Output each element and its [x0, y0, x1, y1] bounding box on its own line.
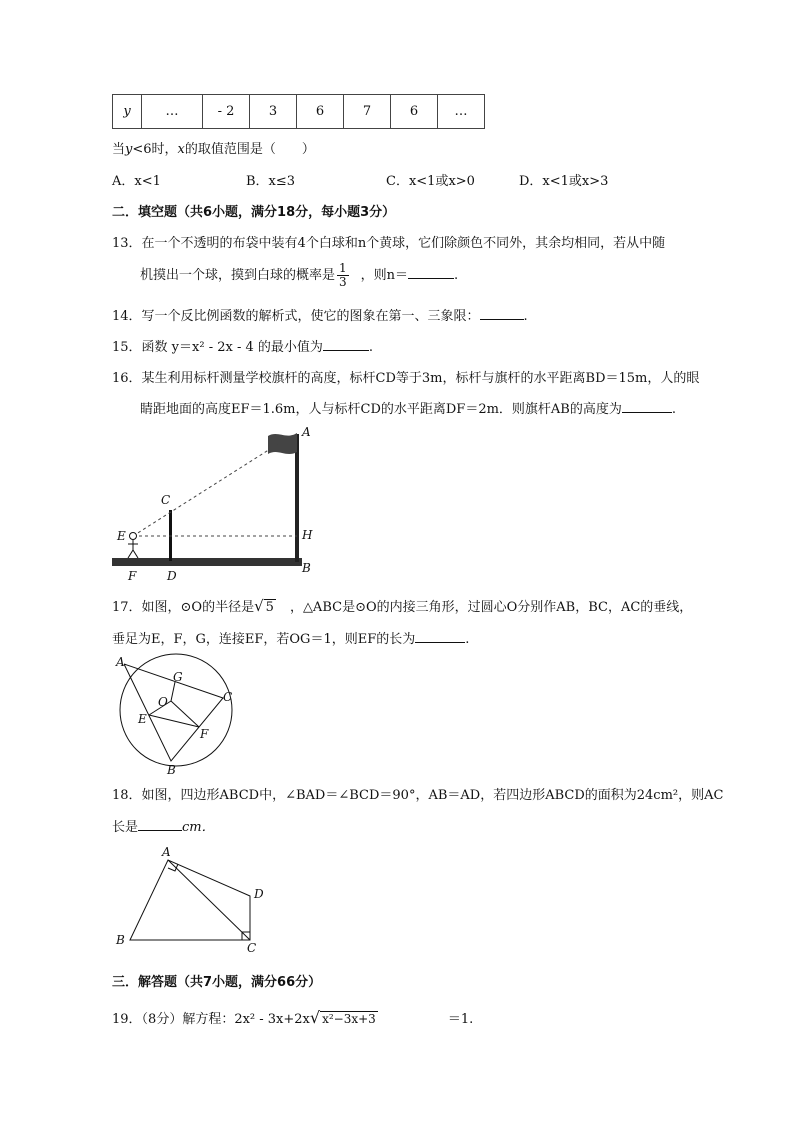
table-cell: y: [113, 95, 142, 129]
segment-of: [171, 701, 199, 727]
q15-text: 15．函数 y＝x² - 2x - 4 的最小值为: [112, 340, 323, 355]
label-d: D: [254, 887, 264, 901]
q17-line1-prefix: 17．如图，⊙O的半径是: [112, 600, 255, 615]
answer-blank[interactable]: [138, 818, 182, 831]
q15: [112, 336, 373, 355]
person-leg: [133, 550, 138, 558]
q12-stem-suffix: 的取值范围是（ ）: [184, 142, 315, 157]
sqrt-icon: √: [254, 597, 264, 615]
q12-var-y: y: [125, 142, 133, 157]
table-row: [113, 95, 485, 129]
label-a: A: [302, 425, 311, 439]
q12-lt6: <6时，: [132, 142, 178, 157]
label-o: O: [158, 695, 168, 709]
q14-end: .: [523, 309, 528, 324]
q16-line2-text: 睛距地面的高度EF＝1.6m，人与标杆CD的水平距离DF＝2m．则旗杆AB的高度为: [140, 402, 622, 417]
q17-line1-suffix: ，△ABC是⊙O的内接三角形，过圆心O分别作AB，BC，AC的垂线，: [289, 600, 693, 615]
q18-unit: cm．: [182, 820, 215, 835]
q16-line1: 16．某生利用标杆测量学校旗杆的高度，标杆CD等于3m，标杆与旗杆的水平距离BD＝15m，人的眼: [112, 371, 700, 386]
flag: [268, 433, 297, 454]
q13-end: .: [454, 268, 459, 283]
section-2-title: 二．填空题（共6小题，满分18分，每小题3分）: [112, 205, 396, 220]
table-cell: …: [438, 95, 485, 129]
label-e: E: [138, 712, 147, 726]
flagpole: [295, 434, 299, 562]
q17-line2-text: 垂足为E，F，G，连接EF，若OG＝1，则EF的长为: [112, 632, 416, 647]
label-a: A: [162, 845, 171, 859]
q18-line1: 18．如图，四边形ABCD中，∠BAD＝∠BCD＝90°，AB＝AD，若四边形ABCD的面积为24cm²，则AC: [112, 788, 724, 803]
q15-end: .: [368, 340, 374, 355]
sqrt-value: 5: [265, 600, 274, 615]
table-cell: 7: [344, 95, 391, 129]
q12-option-b: B．x≤3: [246, 174, 296, 189]
ground: [112, 558, 302, 566]
q19-prefix: 19．（8分）解方程：2x² - 3x+2x: [112, 1012, 310, 1027]
section-3-title: 三．解答题（共7小题，满分66分）: [112, 975, 322, 990]
circle-figure: [110, 652, 238, 780]
q12-stem-prefix: 当: [112, 142, 126, 157]
answer-blank[interactable]: [480, 307, 524, 320]
table-cell: - 2: [203, 95, 250, 129]
table-cell: …: [142, 95, 203, 129]
label-a: A: [116, 655, 125, 669]
value-table: [112, 94, 485, 129]
label-c: C: [247, 941, 257, 955]
answer-blank[interactable]: [415, 630, 465, 643]
table-cell: 6: [391, 95, 438, 129]
label-f: F: [128, 569, 137, 583]
answer-blank[interactable]: [408, 266, 454, 279]
label-e: E: [117, 529, 126, 543]
q13-fraction: [337, 262, 349, 289]
q13-line2: [140, 262, 458, 289]
label-h: H: [302, 528, 313, 542]
q18-line2: [112, 816, 215, 835]
q12-stem: [112, 138, 315, 157]
label-c: C: [223, 690, 233, 704]
label-b: B: [116, 933, 125, 947]
sqrt-icon: √: [309, 1008, 321, 1027]
segment-og: [171, 682, 175, 701]
q16-end: .: [671, 402, 677, 417]
q13-line2-suffix: ，则n＝: [360, 268, 409, 283]
flagpole-figure: [108, 422, 318, 584]
q16-line2: [140, 398, 676, 417]
diagonal-ac: [168, 860, 250, 940]
person-leg: [128, 550, 133, 558]
label-b: B: [302, 561, 311, 575]
q19-radicand: x²−3x+3: [322, 1012, 376, 1026]
q14-text: 14．写一个反比例函数的解析式，使它的图象在第一、三象限：: [112, 309, 480, 324]
table-cell: 6: [297, 95, 344, 129]
person-head-icon: [130, 533, 137, 540]
label-b: B: [167, 763, 176, 777]
q17-line2: [112, 628, 469, 647]
answer-blank[interactable]: [323, 338, 369, 351]
segment-ef: [149, 715, 199, 727]
answer-blank[interactable]: [622, 400, 672, 413]
q12-option-a: A．x<1: [112, 174, 161, 189]
quadrilateral-abcd: [130, 860, 250, 940]
label-g: G: [173, 670, 183, 684]
line-of-sight: [133, 444, 278, 536]
q12-option-c: C．x<1或x>0: [386, 174, 475, 189]
q14: [112, 305, 528, 324]
q13-line2-prefix: 机摸出一个球，摸到白球的概率是: [140, 268, 336, 283]
q19: [112, 1008, 473, 1027]
q12-var-x: x: [177, 142, 185, 157]
table-cell: 3: [250, 95, 297, 129]
q13-line1: 13．在一个不透明的布袋中装有4个白球和n个黄球，它们除颜色不同外，其余均相同，若从中随: [112, 236, 666, 251]
label-d: D: [167, 569, 177, 583]
q18-line2-prefix: 长是: [112, 820, 139, 835]
fraction-numerator: 1: [339, 261, 347, 275]
q17-line1: [112, 596, 692, 615]
fraction-denominator: 3: [339, 275, 347, 289]
label-f: F: [200, 727, 209, 741]
q19-suffix: ＝1.: [447, 1012, 474, 1027]
label-c: C: [161, 493, 171, 507]
quadrilateral-figure: [112, 844, 272, 956]
q17-end: .: [465, 632, 470, 647]
q12-option-d: D．x<1或x>3: [519, 174, 609, 189]
